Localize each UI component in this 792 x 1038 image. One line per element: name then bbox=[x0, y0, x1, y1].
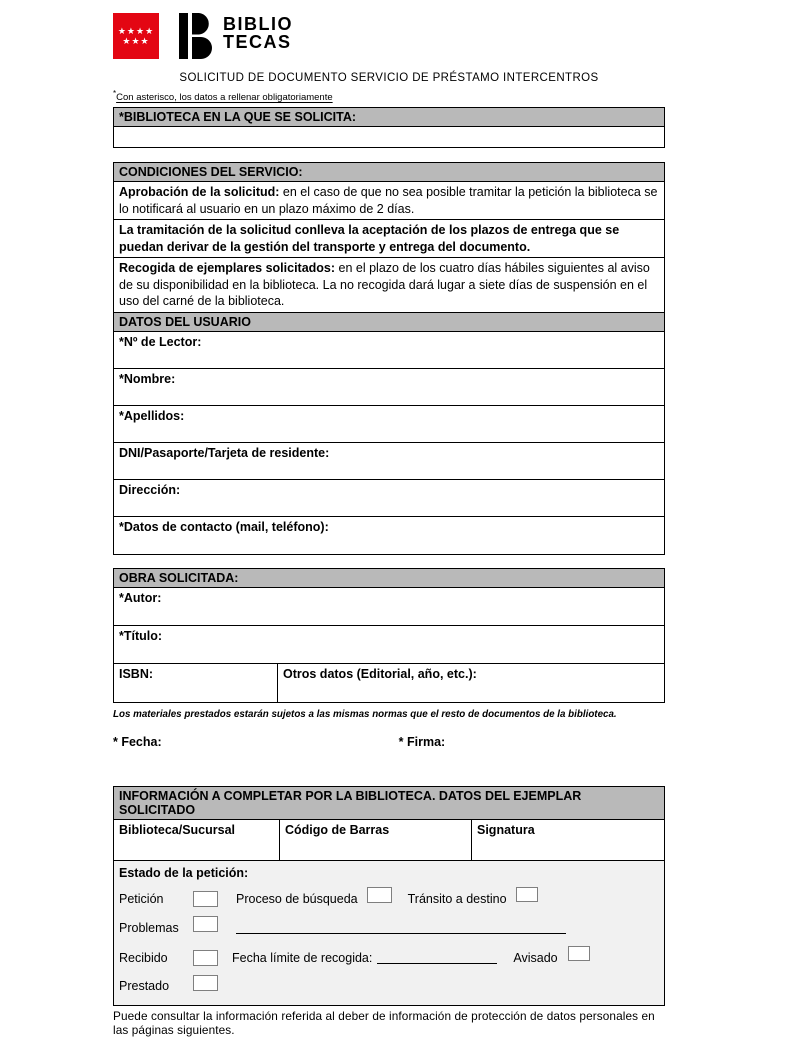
field-titulo[interactable] bbox=[114, 626, 664, 664]
contacto-label: *Datos de contacto (mail, teléfono): bbox=[119, 519, 329, 534]
nombre-label: *Nombre: bbox=[119, 371, 176, 386]
brand-line2: TECAS bbox=[223, 32, 292, 52]
condicion-recogida-bold: Recogida de ejemplares solicitados: bbox=[119, 261, 336, 276]
col-biblioteca-sucursal[interactable]: Biblioteca/Sucursal bbox=[119, 822, 236, 837]
estado-row-peticion bbox=[119, 891, 659, 907]
transito-destino-checkbox[interactable] bbox=[516, 887, 538, 902]
field-dni[interactable] bbox=[114, 443, 664, 480]
data-protection-note: Puede consultar la información referida al deber de información de protección de datos personales en las páginas siguientes. bbox=[113, 1008, 655, 1038]
condicion-tramitacion bbox=[114, 220, 664, 258]
recibido-label: Recibido bbox=[119, 950, 168, 965]
obra-section bbox=[113, 568, 665, 703]
condicion-tramitacion-bold: La tramitación de la solicitud conlleva la aceptación de los plazos de entrega que se puedan derivar de la gestión del transporte y entrega del documento. bbox=[119, 223, 620, 254]
estado-header: Estado de la petición: bbox=[119, 865, 249, 880]
field-isbn[interactable] bbox=[114, 664, 278, 702]
problemas-checkbox[interactable] bbox=[193, 916, 218, 932]
form-page bbox=[113, 0, 665, 1038]
recibido-checkbox[interactable] bbox=[193, 950, 218, 966]
bibliotecas-b-icon bbox=[179, 13, 213, 59]
avisado-label: Avisado bbox=[513, 950, 558, 965]
required-fields-note bbox=[113, 89, 665, 103]
autor-label: *Autor: bbox=[119, 590, 162, 605]
proceso-busqueda-checkbox[interactable] bbox=[367, 887, 392, 903]
field-num-lector[interactable] bbox=[114, 332, 664, 369]
isbn-otros-row bbox=[114, 664, 664, 702]
obra-header: OBRA SOLICITADA: bbox=[114, 569, 664, 588]
firma-label: * Firma: bbox=[398, 734, 446, 749]
estado-row-recibido bbox=[119, 950, 659, 966]
biblioteca-section bbox=[113, 107, 665, 148]
madrid-flag-icon bbox=[113, 13, 159, 59]
ejemplar-columns bbox=[114, 820, 664, 861]
fecha-limite-label: Fecha límite de recogida: bbox=[232, 950, 373, 965]
estado-peticion-box bbox=[114, 861, 664, 1005]
fecha-label: * Fecha: bbox=[113, 734, 162, 749]
datos-usuario-header: DATOS DEL USUARIO bbox=[114, 313, 664, 332]
estado-row-problemas bbox=[119, 920, 659, 936]
fecha-firma-row bbox=[113, 735, 665, 749]
titulo-label: *Título: bbox=[119, 628, 163, 643]
proceso-busqueda-label: Proceso de búsqueda bbox=[236, 891, 358, 906]
condicion-recogida-text: en el plazo de los cuatro días hábiles siguientes al aviso de su disponibilidad en la biblioteca. La no recogida dará lugar a siete días de suspensión en el uso del carné de la biblioteca. bbox=[119, 261, 650, 309]
direccion-label: Dirección: bbox=[119, 482, 181, 497]
condiciones-header: CONDICIONES DEL SERVICIO: bbox=[114, 163, 664, 182]
prestado-checkbox[interactable] bbox=[193, 975, 218, 991]
flag-stars-row2: ★★★ bbox=[122, 36, 150, 46]
condiciones-section bbox=[113, 162, 665, 555]
field-otros-datos[interactable] bbox=[278, 664, 664, 702]
info-biblioteca-section bbox=[113, 786, 665, 1006]
peticion-label: Petición bbox=[119, 891, 164, 906]
asterisk-mark: * bbox=[113, 89, 117, 98]
col-codigo-barras[interactable]: Código de Barras bbox=[279, 820, 471, 860]
otros-datos-label: Otros datos (Editorial, año, etc.): bbox=[283, 666, 477, 681]
transito-destino-label: Tránsito a destino bbox=[407, 891, 507, 906]
isbn-label: ISBN: bbox=[119, 666, 154, 681]
problemas-label: Problemas bbox=[119, 920, 179, 935]
peticion-checkbox[interactable] bbox=[193, 891, 218, 907]
estado-row-prestado bbox=[119, 978, 659, 994]
biblioteca-section-header: *BIBLIOTECA EN LA QUE SE SOLICITA: bbox=[114, 108, 664, 127]
fecha-limite-write-line[interactable] bbox=[377, 952, 497, 964]
condicion-aprobacion-bold: Aprobación de la solicitud: bbox=[119, 185, 280, 200]
field-apellidos[interactable] bbox=[114, 406, 664, 443]
field-autor[interactable] bbox=[114, 588, 664, 626]
brand-line1: BIBLIO bbox=[223, 14, 293, 34]
field-contacto[interactable] bbox=[114, 517, 664, 554]
info-biblioteca-header: INFORMACIÓN A COMPLETAR POR LA BIBLIOTECA. DATOS DEL EJEMPLAR SOLICITADO bbox=[114, 787, 664, 820]
apellidos-label: *Apellidos: bbox=[119, 408, 185, 423]
form-title: SOLICITUD DE DOCUMENTO SERVICIO DE PRÉSTAMO INTERCENTROS bbox=[179, 72, 599, 84]
logo bbox=[113, 13, 665, 61]
field-direccion[interactable] bbox=[114, 480, 664, 517]
prestado-label: Prestado bbox=[119, 978, 170, 993]
condicion-aprobacion bbox=[114, 182, 664, 220]
problemas-write-line[interactable] bbox=[236, 922, 566, 934]
required-fields-note-text: Con asterisco, los datos a rellenar obligatoriamente bbox=[116, 92, 333, 104]
num-lector-label: *Nº de Lector: bbox=[119, 334, 202, 349]
biblioteca-input[interactable] bbox=[114, 127, 664, 147]
condicion-aprobacion-text: en el caso de que no sea posible tramitar la petición la biblioteca se lo notificará al usuario en un plazo máximo de 2 días. bbox=[119, 185, 658, 216]
field-nombre[interactable] bbox=[114, 369, 664, 406]
normas-note: Los materiales prestados estarán sujetos a las mismas normas que el resto de documentos de la biblioteca. bbox=[113, 708, 617, 720]
avisado-checkbox[interactable] bbox=[568, 946, 590, 961]
col-signatura[interactable]: Signatura bbox=[471, 820, 664, 860]
dni-label: DNI/Pasaporte/Tarjeta de residente: bbox=[119, 445, 330, 460]
brand-wordmark bbox=[223, 15, 293, 51]
condicion-recogida bbox=[114, 258, 664, 313]
flag-stars-row1: ★★★★ bbox=[117, 26, 155, 36]
